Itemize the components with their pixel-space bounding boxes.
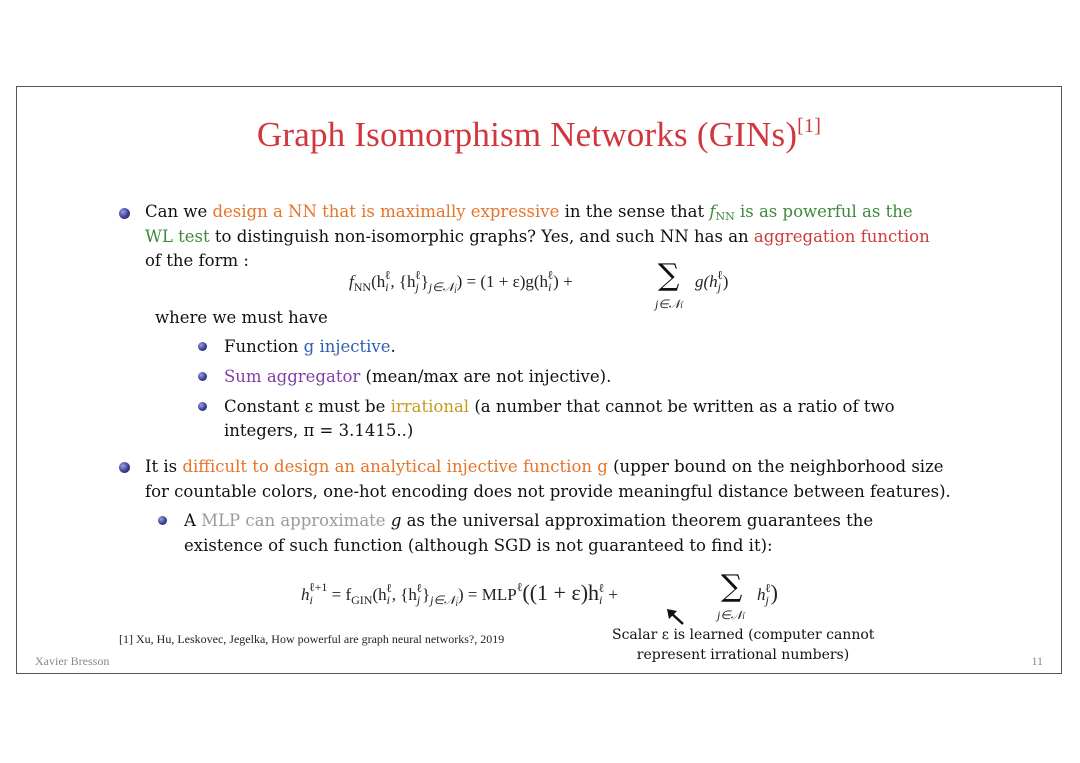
eq-f-sub: NN xyxy=(353,280,372,294)
eq-part: , {h xyxy=(390,272,416,291)
footnote: [1] Xu, Hu, Leskovec, Jegelka, How powerful are graph neural networks?, 2019 xyxy=(119,632,505,646)
eq-part: ) xyxy=(722,272,729,291)
eq-h: h xyxy=(301,585,310,604)
sum-symbol-2: ∑ xyxy=(721,569,743,604)
eq-part: h xyxy=(757,585,766,604)
text: as the universal approximation theorem guarantees the xyxy=(401,511,874,530)
text: (a number that cannot be written as a ratio of two xyxy=(469,397,895,416)
where-text: where we must have xyxy=(155,308,328,327)
text: in the sense that xyxy=(559,202,710,221)
text: Can we xyxy=(145,202,213,221)
highlight-mlp: MLP can approximate xyxy=(201,511,386,530)
eq-part: ) xyxy=(770,580,778,605)
epsilon-annotation xyxy=(612,625,874,665)
title-reference: [1] xyxy=(797,115,822,137)
text: to distinguish non-isomorphic graphs? Yes, and such NN has an xyxy=(209,227,754,246)
sub-bullet2-line2: existence of such function (although SGD is not guaranteed to find it): xyxy=(184,536,773,555)
eq-part: ) + xyxy=(553,272,573,291)
sum-subscript-2: j∈𝒩i xyxy=(717,608,745,622)
text: A xyxy=(184,511,202,530)
highlight-sum: Sum aggregator xyxy=(224,367,361,386)
eq-part: } xyxy=(420,272,429,291)
eq-sup: ℓ+1 xyxy=(308,580,328,594)
text: (upper bound on the neighborhood size xyxy=(607,457,944,476)
bullet2-line2: for countable colors, one-hot encoding does not provide meaningful distance between features). xyxy=(145,482,951,501)
eq-part: ) = (1 + ε)g(h xyxy=(456,272,549,291)
highlight-powerful: is as powerful as the xyxy=(734,202,913,221)
eq-part: (h xyxy=(371,272,386,291)
eq-part: (h xyxy=(372,585,387,604)
author: Xavier Bresson xyxy=(35,654,110,668)
bullet-icon xyxy=(198,342,207,351)
eq-part: , {h xyxy=(391,585,417,604)
bullet1-line3: of the form : xyxy=(145,251,249,270)
f-subscript: NN xyxy=(715,210,735,223)
slide xyxy=(16,86,1062,674)
bullet-icon xyxy=(119,208,130,219)
bullet-icon xyxy=(158,516,167,525)
sum-symbol-1: ∑ xyxy=(658,258,680,293)
equation-aggregation-tail: $g(h_j^\ell)$ xyxy=(695,268,729,294)
arrow-icon xyxy=(665,607,687,627)
sub-item-sum xyxy=(224,365,611,389)
text: Constant ε must be xyxy=(224,397,391,416)
sub-item-constant xyxy=(224,395,895,419)
text: . xyxy=(390,337,396,356)
text: It is xyxy=(145,457,183,476)
page-number: 11 xyxy=(1031,654,1043,668)
bullet-icon xyxy=(198,372,207,381)
eq-sub: j∈𝒩 xyxy=(428,280,455,294)
equation-aggregation: $f_{NN}(h_i^\ell$, $\{h_j^\ell\}_{j\in 𝒩i}) = (1 + \varepsilon)g(h_i^\ell)$ + xyxy=(349,268,573,295)
bullet1-line2 xyxy=(145,225,930,249)
equation-gin-tail: $h_j^\ell$) xyxy=(757,580,778,607)
eq-part: ) = MLP xyxy=(457,585,517,604)
eq-sub: GIN xyxy=(351,593,373,607)
bullet-icon xyxy=(198,402,207,411)
text: Function xyxy=(224,337,304,356)
highlight-expressive: design a NN that is maximally expressive xyxy=(212,202,560,221)
text: (mean/max are not injective). xyxy=(360,367,612,386)
eq-f: f xyxy=(349,272,354,291)
bullet2-line1 xyxy=(145,455,944,479)
eq-part: } xyxy=(421,585,431,604)
highlight-aggregation: aggregation function xyxy=(753,227,930,246)
eq-part: g(h xyxy=(695,272,718,291)
highlight-irrational: irrational xyxy=(390,397,470,416)
sum-sub-text: j∈𝒩 xyxy=(717,608,743,622)
highlight-difficult: difficult to design an analytical injective function g xyxy=(182,457,608,476)
sum-subscript-1: j∈𝒩i xyxy=(655,297,683,311)
sub-item-injective xyxy=(224,335,396,359)
highlight-wl-test: WL test xyxy=(145,227,210,246)
g-symbol: g xyxy=(385,511,402,530)
eq-sub: j∈𝒩 xyxy=(430,593,456,607)
bullet-icon xyxy=(119,462,130,473)
eq-part: ((1 + ε)h xyxy=(522,580,600,605)
f-symbol: f xyxy=(709,202,716,221)
title-text: Graph Isomorphism Networks (GINs) xyxy=(256,115,798,154)
annotation-line1: Scalar ε is learned (computer cannot xyxy=(612,627,875,643)
eq-part: + xyxy=(604,585,618,604)
slide-title xyxy=(17,115,1061,155)
sub-item-constant-line2: integers, π = 3.1415..) xyxy=(224,421,414,440)
highlight-injective: g injective xyxy=(303,337,391,356)
sum-sub-text: j∈𝒩 xyxy=(655,297,681,311)
eq-sup: ℓ xyxy=(516,580,523,594)
annotation-line2: represent irrational numbers) xyxy=(636,647,850,663)
eq-part: = f xyxy=(327,585,352,604)
sub-bullet2-line1 xyxy=(184,509,873,533)
equation-gin: $h_i^{\ell+1} = f_{GIN}(h_i^\ell$, $\{h_j^\ell\}_{j\in 𝒩i}) = MLP^\ell((1 + \varepsilon)h_i^\ell$ + xyxy=(301,580,618,608)
